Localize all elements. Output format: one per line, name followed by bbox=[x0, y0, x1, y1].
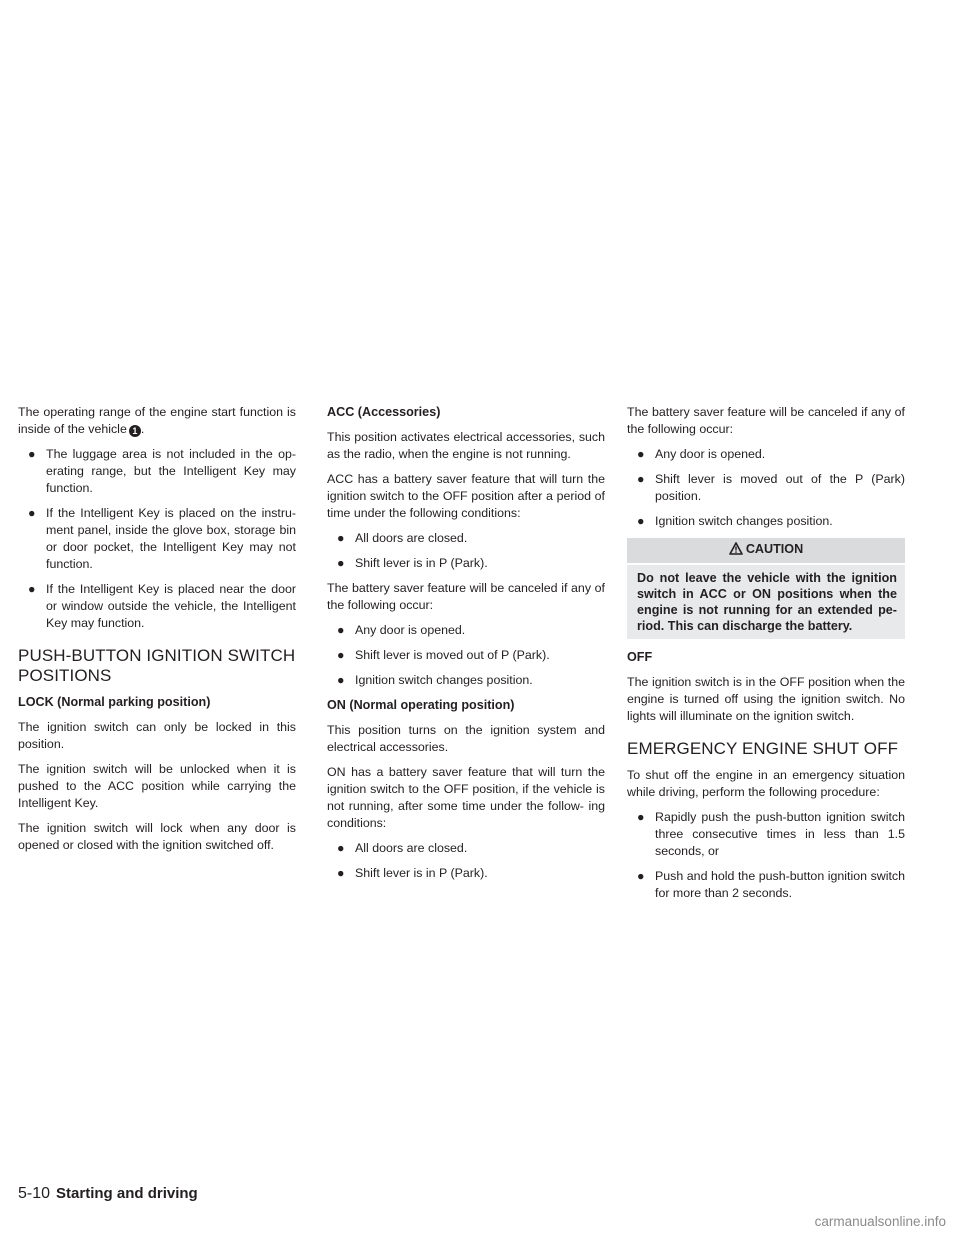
bullet-icon: ● bbox=[337, 556, 345, 570]
bullet-icon: ● bbox=[337, 673, 345, 687]
page-footer bbox=[18, 1185, 198, 1203]
list-item: ● Ignition switch changes position. bbox=[337, 673, 533, 687]
list-item: ● The luggage area is not included in the op- erating range, but the Intelligent Key may function. bbox=[28, 447, 296, 495]
list-item: ● Shift lever is in P (Park). bbox=[337, 866, 488, 880]
bullet-icon: ● bbox=[28, 582, 36, 596]
off-heading: OFF bbox=[627, 650, 653, 664]
bullet-icon: ● bbox=[337, 866, 345, 880]
right-column bbox=[627, 404, 905, 910]
bullet-icon: ● bbox=[337, 841, 345, 855]
intro-paragraph: The operating range of the engine start function is inside of the vehicle 1 . bbox=[18, 405, 296, 436]
list-item: ● All doors are closed. bbox=[337, 531, 468, 545]
section-title-emergency-shutoff: EMERGENCY ENGINE SHUT OFF bbox=[627, 739, 899, 758]
section-title-ignition-positions: PUSH-BUTTON IGNITION SWITCH POSITIONS bbox=[18, 646, 296, 685]
list-item: ● Rapidly push the push-button ignition switch three consecutive times in less than 1.5 seconds, or bbox=[637, 810, 905, 858]
caution-text: Do not leave the vehicle with the ignition switch in ACC or ON positions when the engine is not running for an extended pe- riod. This can discharge the battery. bbox=[627, 565, 905, 639]
emergency-paragraph-1: To shut off the engine in an emergency situation while driving, perform the following procedure: bbox=[627, 768, 905, 799]
bullet-icon: ● bbox=[28, 506, 36, 520]
bullet-icon: ● bbox=[637, 869, 645, 883]
caution-header bbox=[627, 538, 905, 563]
caution-title: CAUTION bbox=[745, 542, 804, 556]
page-number: 5-10 bbox=[18, 1185, 51, 1202]
acc-heading: ACC (Accessories) bbox=[327, 405, 441, 419]
lock-heading: LOCK (Normal parking position) bbox=[18, 695, 211, 709]
list-item: ● All doors are closed. bbox=[337, 841, 468, 855]
left-column bbox=[18, 404, 296, 862]
lock-paragraph-1: The ignition switch can only be locked in this position. bbox=[18, 720, 296, 751]
bullet-icon: ● bbox=[337, 623, 345, 637]
middle-column bbox=[327, 404, 605, 890]
list-item: ● Any door is opened. bbox=[337, 623, 466, 637]
off-paragraph-1: The ignition switch is in the OFF position when the engine is turned off using the ignition switch. No lights will illuminate on the ignition switch. bbox=[627, 675, 905, 723]
bullet-icon: ● bbox=[337, 531, 345, 545]
bullet-icon: ● bbox=[637, 472, 645, 486]
on-paragraph-2: ON has a battery saver feature that will turn the ignition switch to the OFF position, if the vehicle is not running, after some time under the follow- ing conditions: bbox=[327, 765, 605, 830]
list-item: ● If the Intelligent Key is placed near the door or window outside the vehicle, the Intelligent Key may function. bbox=[28, 582, 296, 630]
bullet-icon: ● bbox=[337, 648, 345, 662]
on-heading: ON (Normal operating position) bbox=[327, 698, 515, 712]
warning-triangle-icon bbox=[729, 542, 743, 560]
acc-paragraph-1: This position activates electrical accessories, such as the radio, when the engine is not running. bbox=[327, 430, 605, 461]
bullet-icon: ● bbox=[28, 447, 36, 461]
chapter-title: Starting and driving bbox=[56, 1185, 198, 1202]
list-item: ● Shift lever is moved out of the P (Park) position. bbox=[637, 472, 905, 503]
list-item: ● If the Intelligent Key is placed on the instru- ment panel, inside the glove box, storage bin or door pocket, the Intelligent Key may not function. bbox=[28, 506, 296, 571]
acc-paragraph-3: The battery saver feature will be canceled if any of the following occur: bbox=[327, 581, 605, 612]
list-item: ● Shift lever is in P (Park). bbox=[337, 556, 488, 570]
right-paragraph-1: The battery saver feature will be canceled if any of the following occur: bbox=[627, 405, 905, 436]
bullet-icon: ● bbox=[637, 447, 645, 461]
bullet-icon: ● bbox=[637, 514, 645, 528]
on-paragraph-1: This position turns on the ignition system and electrical accessories. bbox=[327, 723, 605, 754]
list-item: ● Shift lever is moved out of P (Park). bbox=[337, 648, 550, 662]
bullet-icon: ● bbox=[637, 810, 645, 824]
acc-paragraph-2: ACC has a battery saver feature that will turn the ignition switch to the OFF position after a period of time under the following conditions: bbox=[327, 472, 605, 520]
list-item: ● Any door is opened. bbox=[637, 447, 766, 461]
lock-paragraph-2: The ignition switch will be unlocked when it is pushed to the ACC position while carrying the Intelligent Key. bbox=[18, 762, 296, 810]
lock-paragraph-3: The ignition switch will lock when any door is opened or closed with the ignition switched off. bbox=[18, 821, 296, 852]
watermark: carmanualsonline.info bbox=[814, 1214, 946, 1229]
list-item: ● Ignition switch changes position. bbox=[637, 514, 833, 528]
callout-badge-1: 1 bbox=[129, 425, 141, 437]
list-item: ● Push and hold the push-button ignition switch for more than 2 seconds. bbox=[637, 869, 905, 900]
